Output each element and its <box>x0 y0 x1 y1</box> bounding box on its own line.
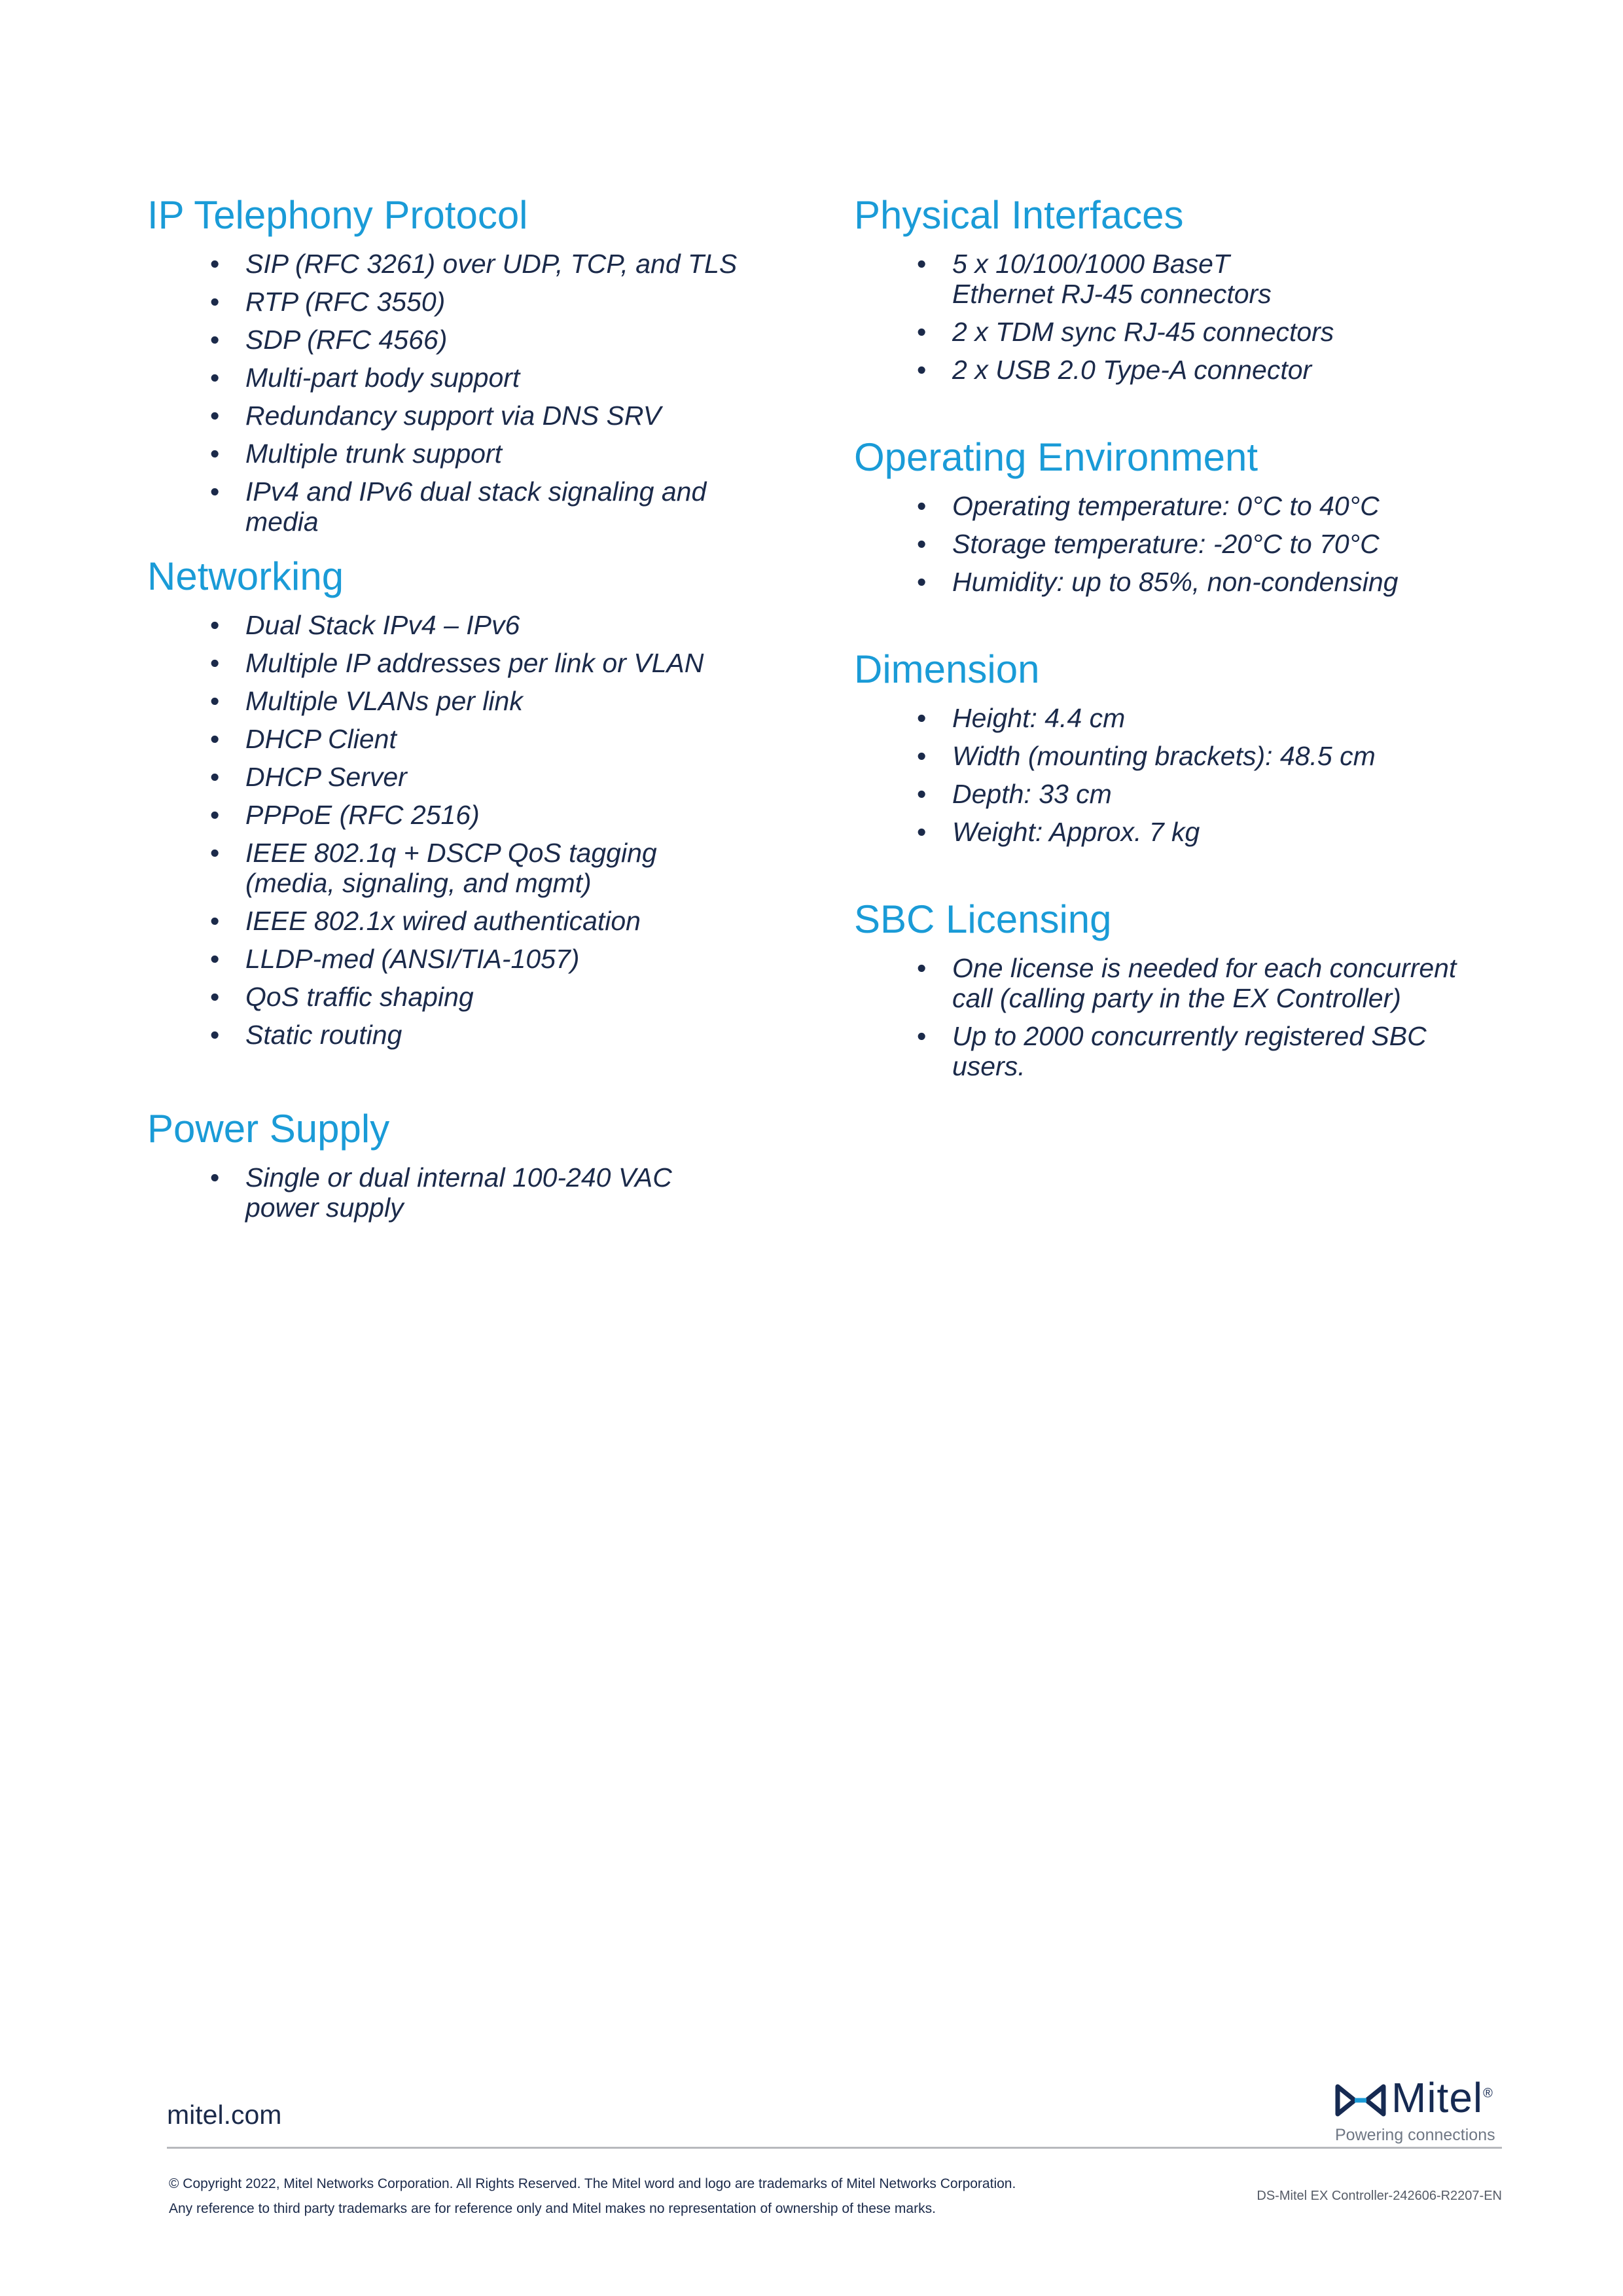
list-item: • IPv4 and IPv6 dual stack signaling and media <box>210 476 707 537</box>
bullet: • <box>210 724 220 754</box>
bullet: • <box>917 817 927 847</box>
list-item: • Storage temperature: -20°C to 70°C <box>917 529 1380 559</box>
bullet: • <box>917 317 927 347</box>
section-physical-interfaces <box>854 190 1508 385</box>
list-item: • SDP (RFC 4566) <box>210 325 448 355</box>
list-item: • RTP (RFC 3550) <box>210 287 446 317</box>
list-item: • Dual Stack IPv4 – IPv6 <box>210 610 520 640</box>
bullet: • <box>917 529 927 559</box>
section-heading: Networking <box>147 554 344 598</box>
section-heading: Dimension <box>854 647 1040 691</box>
bullet: • <box>210 287 220 317</box>
list-item: • Up to 2000 concurrently registered SBC users. <box>917 1021 1427 1081</box>
section-heading: IP Telephony Protocol <box>147 193 528 237</box>
bullet: • <box>917 491 927 521</box>
item-list <box>147 610 802 1050</box>
bullet: • <box>210 648 220 678</box>
bullet: • <box>210 1162 220 1193</box>
section-heading: Power Supply <box>147 1107 390 1151</box>
bullet: • <box>917 703 927 733</box>
mitel-logo <box>1335 2068 1505 2147</box>
left-column <box>147 190 802 1230</box>
list-item: • IEEE 802.1q + DSCP QoS tagging (media, signaling, and mgmt) <box>210 838 657 898</box>
footer-divider <box>167 2147 1502 2149</box>
list-item: • Width (mounting brackets): 48.5 cm <box>917 741 1376 771</box>
bullet: • <box>210 982 220 1012</box>
bullet: • <box>917 355 927 385</box>
bullet: • <box>210 944 220 974</box>
list-item: • DHCP Client <box>210 724 397 754</box>
list-item: • DHCP Server <box>210 762 407 792</box>
right-column <box>854 190 1508 1089</box>
mitel-ribbon-icon <box>1335 2083 1386 2118</box>
logo-wordmark: Mitel® <box>1391 2074 1493 2121</box>
bullet: • <box>917 1021 927 1051</box>
bullet: • <box>210 800 220 830</box>
bullet: • <box>210 686 220 716</box>
bullet: • <box>210 610 220 640</box>
list-item: • Height: 4.4 cm <box>917 703 1126 733</box>
bullet: • <box>917 779 927 809</box>
section-heading: Operating Environment <box>854 435 1258 479</box>
bullet: • <box>210 906 220 936</box>
bullet: • <box>917 567 927 597</box>
bullet: • <box>210 249 220 279</box>
bullet: • <box>917 249 927 279</box>
item-list <box>854 953 1508 1081</box>
list-item: • Humidity: up to 85%, non-condensing <box>917 567 1399 597</box>
list-item: • Multi-part body support <box>210 363 520 393</box>
list-item: • Multiple trunk support <box>210 439 502 469</box>
section-heading: SBC Licensing <box>854 897 1112 941</box>
bullet: • <box>210 401 220 431</box>
list-item: • Multiple VLANs per link <box>210 686 523 716</box>
section-dimension <box>854 644 1508 847</box>
section-heading: Physical Interfaces <box>854 193 1184 237</box>
list-item: • LLDP-med (ANSI/TIA-1057) <box>210 944 580 974</box>
list-item: • 5 x 10/100/1000 BaseT Ethernet RJ-45 connectors <box>917 249 1272 309</box>
footer-url-link[interactable]: mitel.com <box>167 2100 282 2130</box>
item-list <box>854 703 1508 847</box>
bullet: • <box>210 363 220 393</box>
list-item: • QoS traffic shaping <box>210 982 474 1012</box>
list-item: • Multiple IP addresses per link or VLAN <box>210 648 704 678</box>
copyright-line: © Copyright 2022, Mitel Networks Corporation. All Rights Reserved. The Mitel word and logo are trademarks of Mitel Networks Corporation. <box>169 2176 1016 2191</box>
document-id: DS-Mitel EX Controller-242606-R2207-EN <box>1257 2189 1502 2203</box>
bullet: • <box>210 439 220 469</box>
trademark-line: Any reference to third party trademarks are for reference only and Mitel makes no representation of ownership of these marks. <box>169 2201 936 2216</box>
item-list <box>854 491 1508 597</box>
list-item: • Weight: Approx. 7 kg <box>917 817 1200 847</box>
section-sbc-licensing <box>854 894 1508 1081</box>
list-item: • Static routing <box>210 1020 402 1050</box>
item-list <box>854 249 1508 385</box>
list-item: • Redundancy support via DNS SRV <box>210 401 662 431</box>
list-item: • One license is needed for each concurrent call (calling party in the EX Controller) <box>917 953 1457 1013</box>
section-power-supply <box>147 1103 802 1223</box>
list-item: • 2 x TDM sync RJ-45 connectors <box>917 317 1334 347</box>
bullet: • <box>917 741 927 771</box>
bullet: • <box>210 476 220 507</box>
bullet: • <box>210 762 220 792</box>
section-networking <box>147 551 802 1050</box>
item-list <box>147 249 802 537</box>
bullet: • <box>917 953 927 983</box>
item-list <box>147 1162 802 1223</box>
list-item: • SIP (RFC 3261) over UDP, TCP, and TLS <box>210 249 738 279</box>
list-item: • 2 x USB 2.0 Type-A connector <box>917 355 1312 385</box>
bullet: • <box>210 1020 220 1050</box>
section-operating-environment <box>854 432 1508 597</box>
copyright-notice <box>169 2172 1281 2221</box>
list-item: • IEEE 802.1x wired authentication <box>210 906 641 936</box>
list-item: • PPPoE (RFC 2516) <box>210 800 480 830</box>
bullet: • <box>210 838 220 868</box>
logo-tagline: Powering connections <box>1335 2126 1495 2144</box>
list-item: • Operating temperature: 0°C to 40°C <box>917 491 1380 521</box>
bullet: • <box>210 325 220 355</box>
section-ip-telephony-protocol <box>147 190 802 537</box>
list-item: • Single or dual internal 100-240 VAC power supply <box>210 1162 672 1223</box>
list-item: • Depth: 33 cm <box>917 779 1112 809</box>
